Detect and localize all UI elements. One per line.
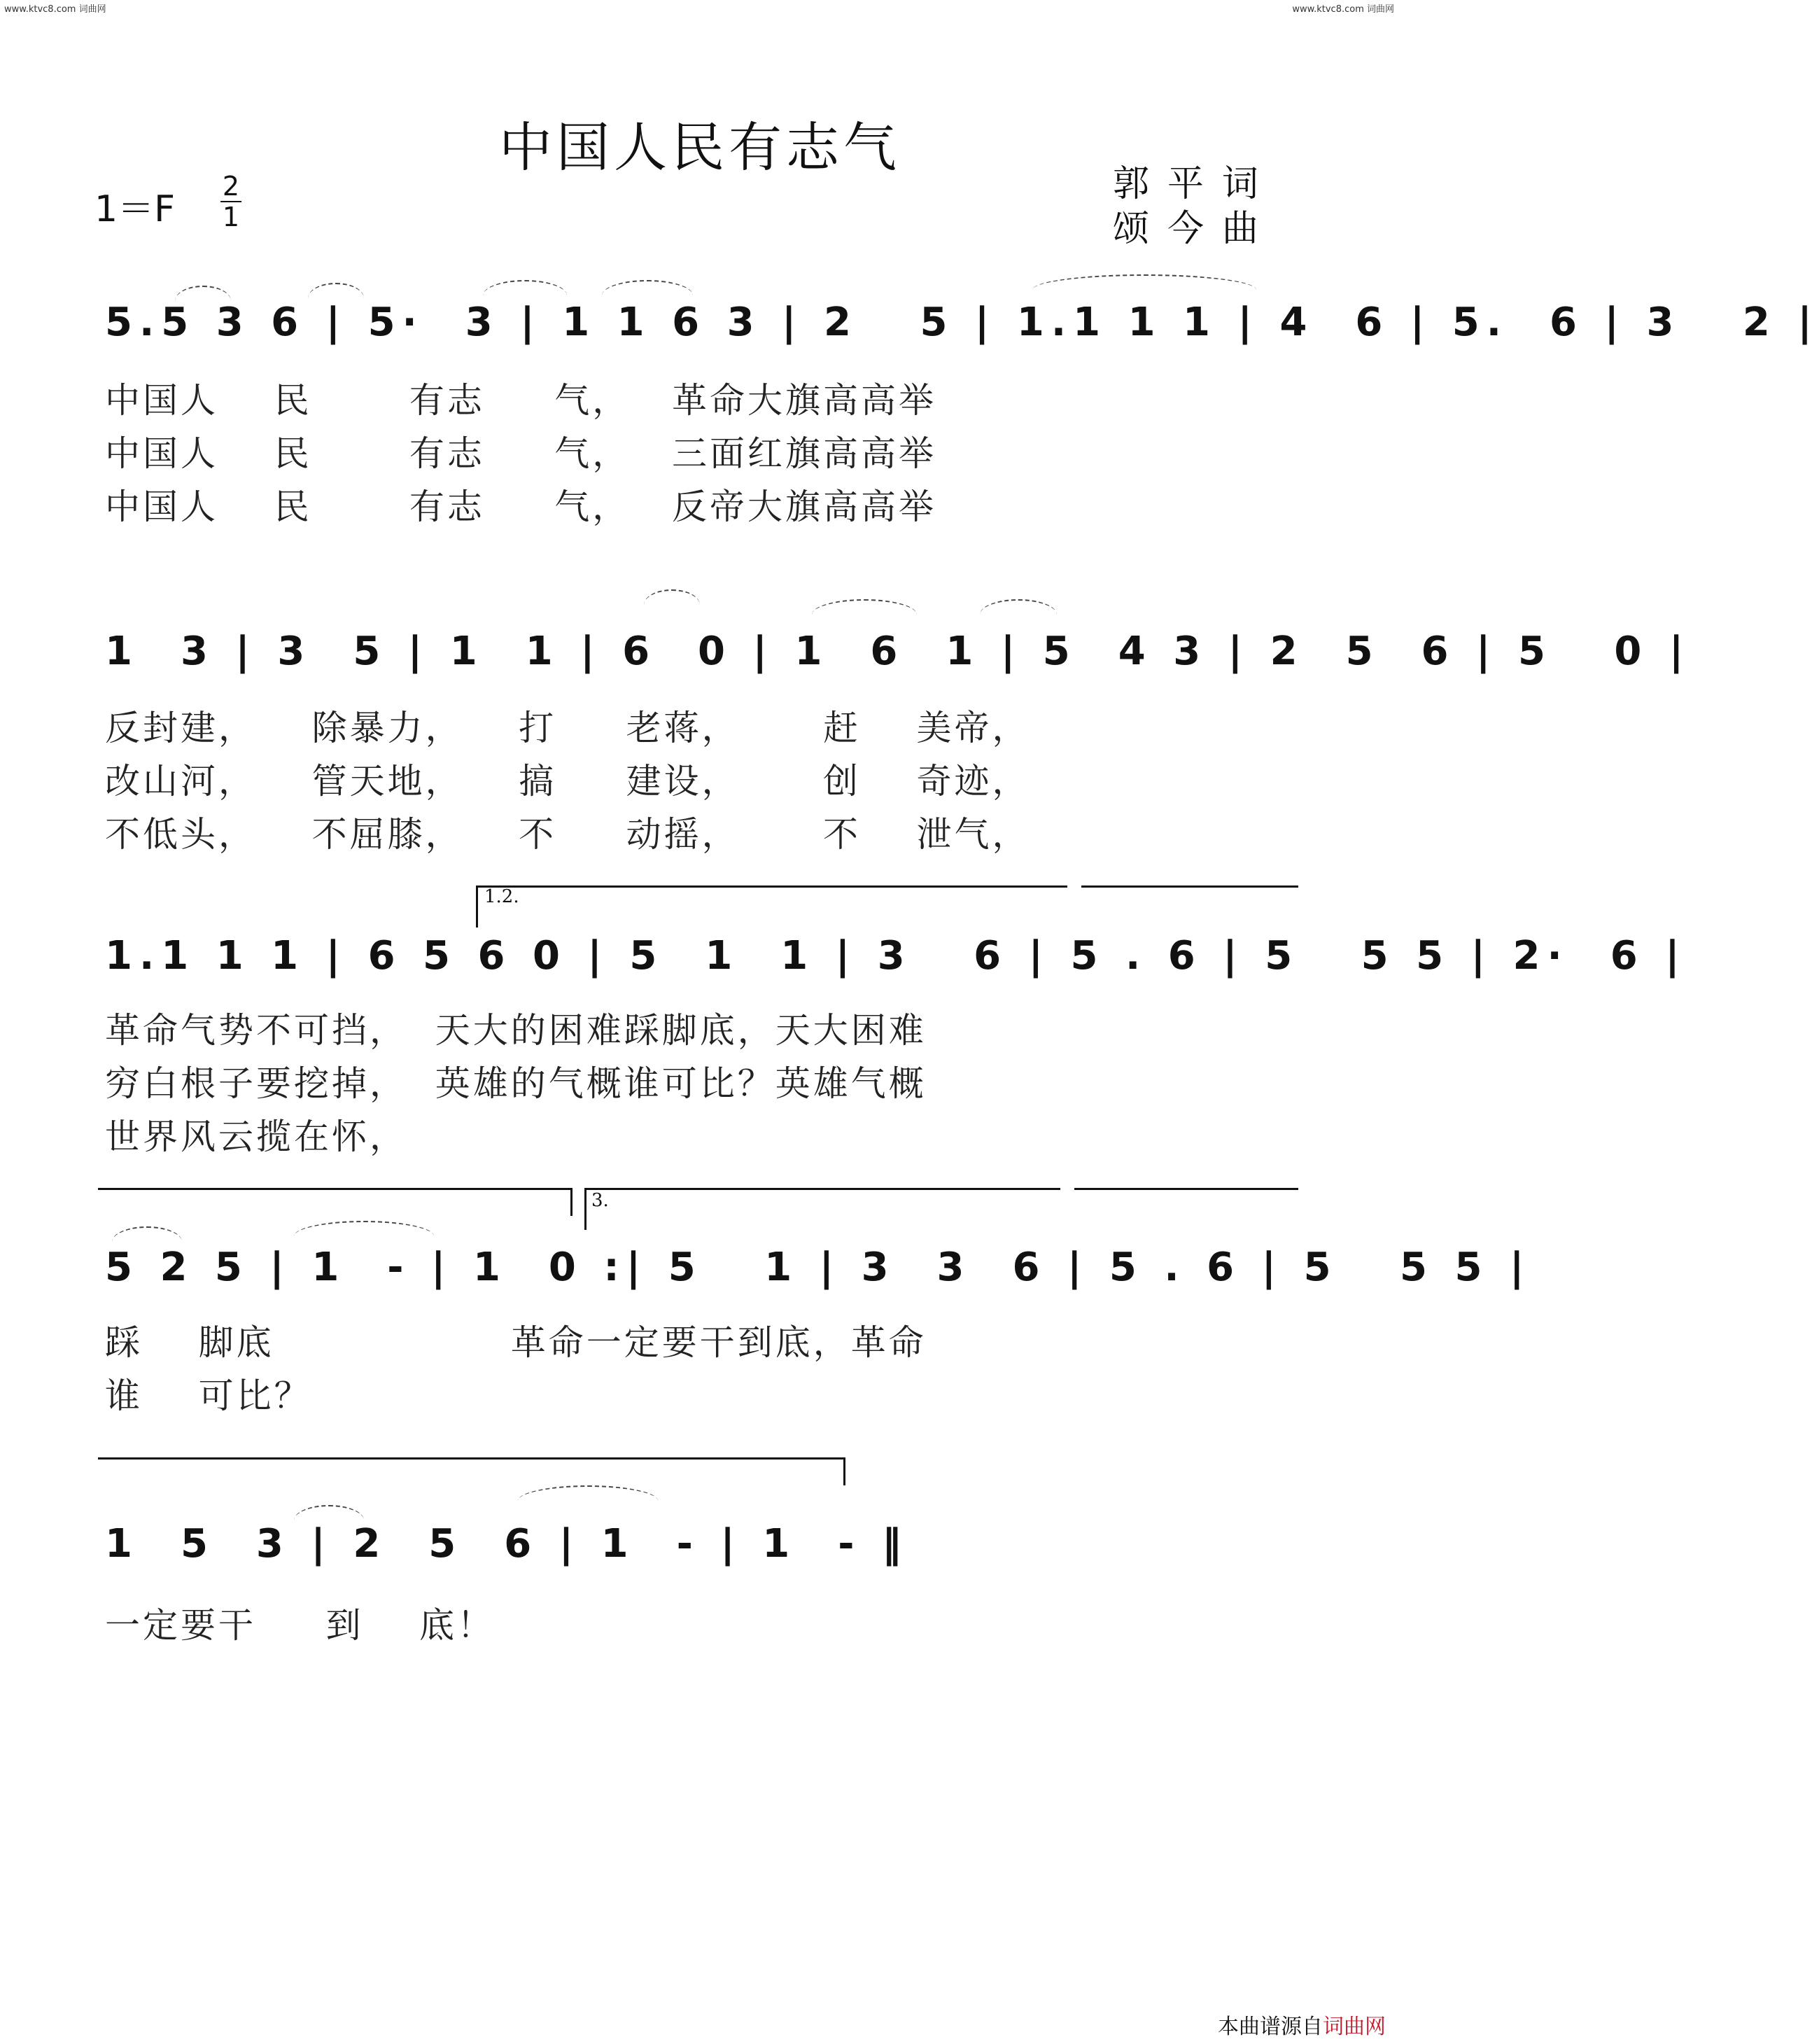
lyricist-credit: 郭平词 xyxy=(1113,163,1277,205)
source-footer xyxy=(1218,2009,1386,2040)
notation-text: 5.5 3 6 | 5· 3 | 1 1 6 3 | 2 5 | 1.1 1 1 | 4 6 | 5. 6 | 3 2 | xyxy=(105,299,1819,345)
notation-text: 1 3 | 3 5 | 1 1 | 6 0 | 1 6 1 | 5 4 3 | 2 5 6 | 5 0 | xyxy=(105,628,1691,674)
notation-line-5 xyxy=(105,1516,1309,1572)
notation-text: 5 2 5 | 1 - | 1 0 :| 5 1 | 3 3 6 | 5 . 6 | 5 5 5 | xyxy=(105,1244,1531,1290)
slur-mark xyxy=(980,599,1057,615)
key-signature: 1＝F xyxy=(94,188,175,230)
slur-mark xyxy=(518,1485,658,1501)
lyric-line: 谁 可比？ xyxy=(105,1376,312,1416)
time-signature xyxy=(220,172,241,231)
volta-bracket-end xyxy=(843,1457,845,1485)
lyric-line: 中国人 民 有志 气， 反帝大旗高高举 xyxy=(105,486,936,527)
lyric-line: 穷白根子要挖掉， 英雄的气概谁可比？英雄气概 xyxy=(105,1063,927,1104)
volta-bracket-3 xyxy=(584,1188,1060,1190)
notation-line-1 xyxy=(105,294,1819,350)
slur-mark xyxy=(294,1221,434,1236)
volta-bracket-start xyxy=(476,886,478,927)
lyric-line: 改山河， 管天地， 搞 建设， 创 奇迹， xyxy=(105,761,1030,802)
volta-bracket-continuation xyxy=(1074,1188,1298,1190)
volta-label: 1.2. xyxy=(484,886,519,907)
lyric-line: 一定要干 到 底！ xyxy=(105,1605,496,1646)
volta-bracket-continuation xyxy=(1081,886,1298,888)
volta-bracket-start xyxy=(584,1188,587,1230)
watermark-top-left: www.ktvc8.com 词曲网 xyxy=(4,4,106,15)
volta-bracket-1-2 xyxy=(476,886,1067,888)
notation-line-2 xyxy=(105,623,1691,679)
volta-label: 3. xyxy=(591,1190,609,1211)
slur-mark xyxy=(1032,274,1256,290)
time-signature-top: 2 xyxy=(222,171,240,202)
volta-bracket-continuation xyxy=(98,1188,570,1190)
footer-brand: 词曲网 xyxy=(1323,2015,1386,2039)
lyric-line: 世界风云揽在怀， xyxy=(105,1116,407,1157)
notation-text: 1 5 3 | 2 5 6 | 1 - | 1 - ‖ xyxy=(105,1520,908,1567)
lyric-line: 不低头， 不屈膝， 不 动摇， 不 泄气， xyxy=(105,814,1030,855)
song-title: 中国人民有志气 xyxy=(499,116,901,178)
footer-text: 本曲谱源自 xyxy=(1218,2015,1323,2039)
volta-bracket-continuation xyxy=(98,1457,843,1460)
slur-mark xyxy=(812,599,917,615)
slur-mark xyxy=(602,280,693,295)
lyric-line: 踩 脚底 革命一定要干到底，革命 xyxy=(105,1322,927,1363)
slur-mark xyxy=(483,280,567,295)
lyric-line: 反封建， 除暴力， 打 老蒋， 赶 美帝， xyxy=(105,708,1030,748)
notation-line-3 xyxy=(105,927,1687,983)
lyric-line: 中国人 民 有志 气， 革命大旗高高举 xyxy=(105,380,936,421)
slur-mark xyxy=(644,589,700,605)
watermark-top-right: www.ktvc8.com 词曲网 xyxy=(1292,4,1394,15)
notation-text: 1.1 1 1 | 6 5 6 0 | 5 1 1 | 3 6 | 5 . 6 | 5 5 5 | 2· 6 | xyxy=(105,932,1687,979)
time-signature-bottom: 1 xyxy=(222,202,240,232)
notation-line-4 xyxy=(105,1239,1531,1295)
composer-credit: 颂今曲 xyxy=(1113,208,1277,250)
lyric-line: 革命气势不可挡， 天大的困难踩脚底，天大困难 xyxy=(105,1010,927,1051)
lyric-line: 中国人 民 有志 气， 三面红旗高高举 xyxy=(105,433,936,474)
volta-bracket-end xyxy=(570,1188,573,1216)
